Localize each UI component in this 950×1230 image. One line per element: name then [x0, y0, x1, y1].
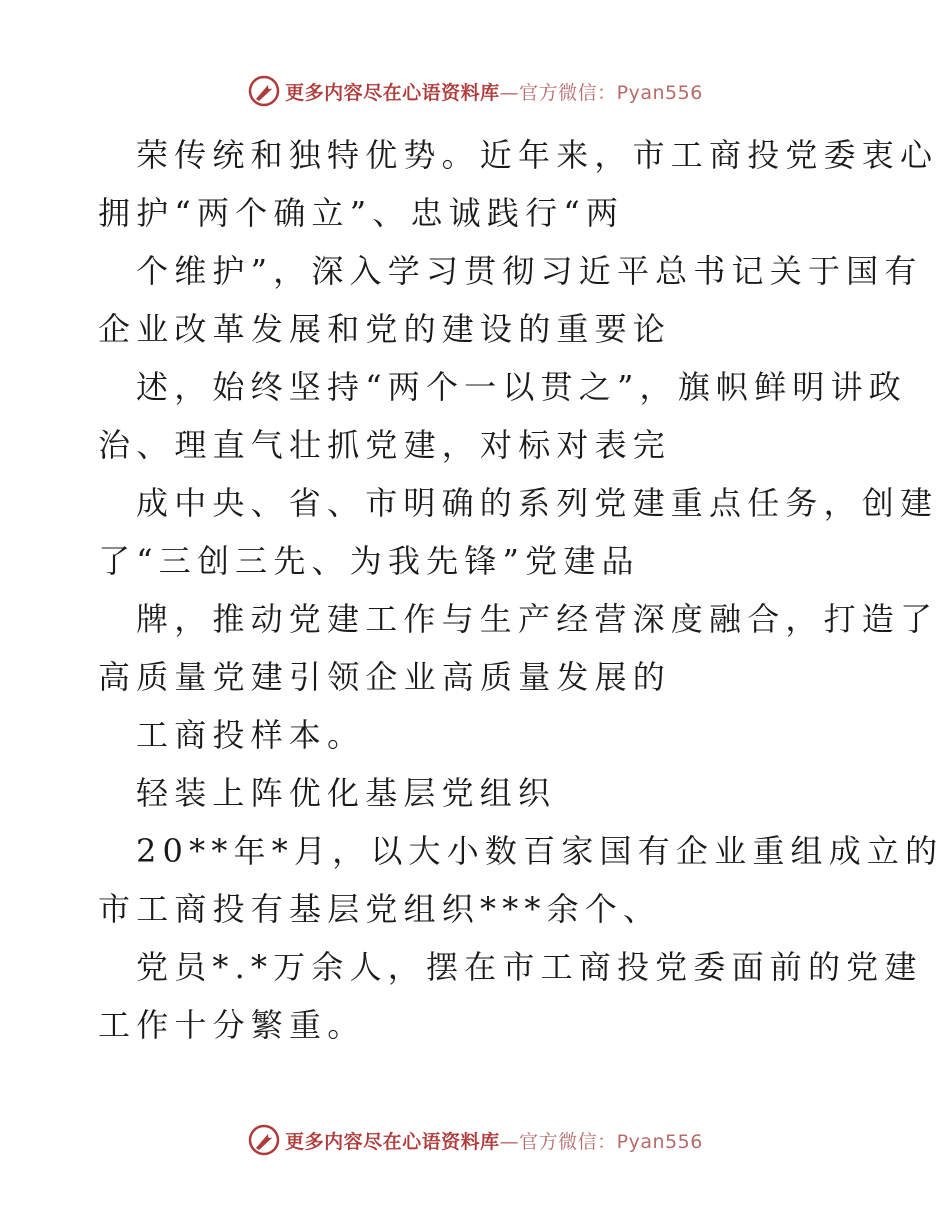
watermark-contact: 官方微信：Pyan556: [519, 81, 703, 104]
text-line: 治、理直气壮抓党建，对标对表完: [98, 426, 672, 464]
footer-watermark: [0, 1120, 950, 1160]
watermark-dash: —: [499, 81, 520, 104]
watermark-text: [285, 78, 703, 105]
text-line: 市工商投有基层党组织***余个、: [98, 890, 662, 928]
pen-nib-logo-icon: [247, 74, 281, 108]
text-line: 20**年*月，以大小数百家国有企业重组成立的: [136, 832, 944, 870]
text-line: 企业改革发展和党的建设的重要论: [98, 310, 672, 348]
watermark-contact: 官方微信：Pyan556: [519, 1130, 703, 1153]
text-line: 牌，推动党建工作与生产经营深度融合，打造了: [136, 600, 939, 638]
text-line: 述，始终坚持“两个一以贯之”，旗帜鲜明讲政: [136, 368, 907, 406]
header-watermark: [0, 71, 950, 111]
watermark-dash: —: [499, 1130, 520, 1153]
text-line: 党员*.*万余人，摆在市工商投党委面前的党建: [136, 948, 923, 986]
document-body: [98, 126, 944, 1054]
text-line: 轻装上阵优化基层党组织: [136, 774, 557, 812]
pen-nib-logo-icon: [247, 1123, 281, 1157]
watermark-text: [285, 1127, 703, 1154]
text-line: 个维护”，深入学习贯彻习近平总书记关于国有: [136, 252, 923, 290]
text-line: 荣传统和独特优势。近年来，市工商投党委衷心: [136, 136, 939, 174]
text-line: 高质量党建引领企业高质量发展的: [98, 658, 672, 696]
text-line: 了“三创三先、为我先锋”党建品: [98, 542, 640, 580]
text-line: 成中央、省、市明确的系列党建重点任务，创建: [136, 484, 939, 522]
text-line: 工作十分繁重。: [98, 1006, 366, 1044]
text-line: 拥护“两个确立”、忠诚践行“两: [98, 194, 625, 232]
text-line: 工商投样本。: [136, 716, 366, 754]
watermark-main: 更多内容尽在心语资料库: [285, 1130, 500, 1153]
watermark-main: 更多内容尽在心语资料库: [285, 81, 500, 104]
